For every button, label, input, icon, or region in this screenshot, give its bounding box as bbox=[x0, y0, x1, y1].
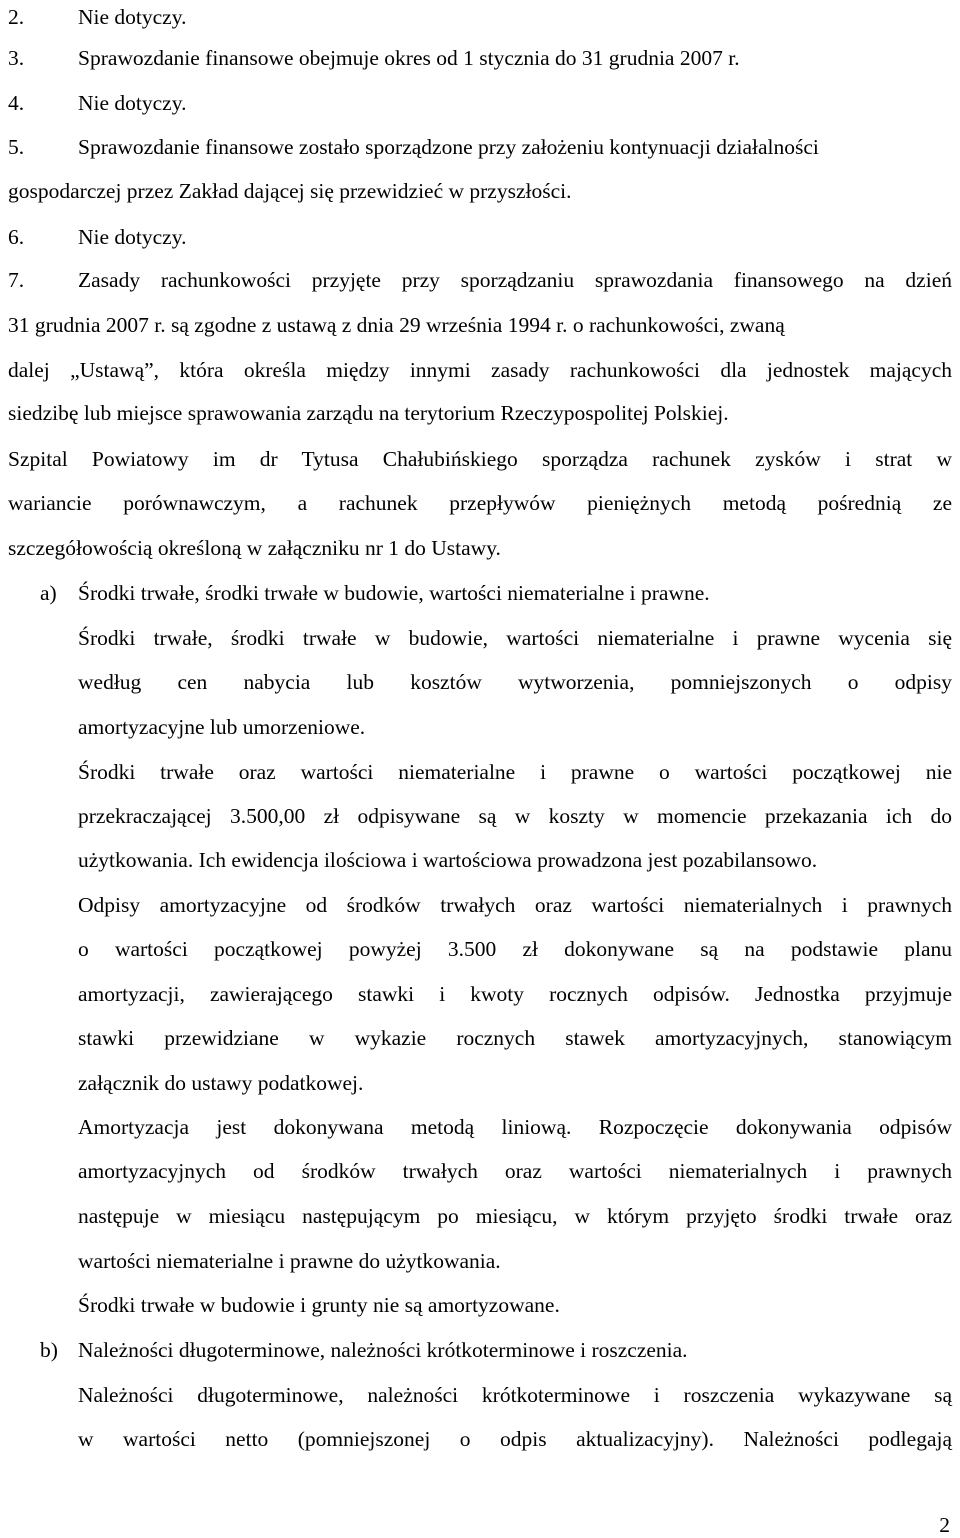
paragraph-line: Środki trwałe, środki trwałe w budowie, wartości niematerialne i prawne wycenia się bbox=[78, 626, 952, 650]
item-number: 4. bbox=[8, 91, 25, 115]
paragraph-line: amortyzacyjnych od środków trwałych oraz wartości niematerialnych i prawnych bbox=[78, 1159, 952, 1183]
item-text: Sprawozdanie finansowe obejmuje okres od 1 stycznia do 31 grudnia 2007 r. bbox=[78, 46, 740, 70]
paragraph-line: amortyzacji, zawierającego stawki i kwoty rocznych odpisów. Jednostka przyjmuje bbox=[78, 982, 952, 1006]
item-number: 2. bbox=[8, 5, 25, 29]
item-text: Zasady rachunkowości przyjęte przy sporządzaniu sprawozdania finansowego na dzień bbox=[78, 268, 952, 292]
section-label: a) bbox=[40, 581, 57, 605]
item-number: 6. bbox=[8, 225, 25, 249]
item-number: 3. bbox=[8, 46, 25, 70]
paragraph-line: Amortyzacja jest dokonywana metodą liniową. Rozpoczęcie dokonywania odpisów bbox=[78, 1115, 952, 1139]
item-number: 7. bbox=[8, 268, 25, 292]
paragraph-line: szczegółowością określoną w załączniku nr 1 do Ustawy. bbox=[8, 536, 501, 560]
paragraph-line: Odpisy amortyzacyjne od środków trwałych oraz wartości niematerialnych i prawnych bbox=[78, 893, 952, 917]
paragraph-line: wartości niematerialne i prawne do użytkowania. bbox=[78, 1249, 501, 1273]
item-number: 5. bbox=[8, 135, 25, 159]
paragraph-line: Środki trwałe oraz wartości niematerialne i prawne o wartości początkowej nie bbox=[78, 760, 952, 784]
paragraph-line: według cen nabycia lub kosztów wytworzenia, pomniejszonych o odpisy bbox=[78, 670, 952, 694]
section-label: b) bbox=[40, 1338, 58, 1362]
page-number: 2 bbox=[939, 1513, 950, 1537]
paragraph-line: Szpital Powiatowy im dr Tytusa Chałubińskiego sporządza rachunek zysków i strat w bbox=[8, 447, 952, 471]
paragraph-line: przekraczającej 3.500,00 zł odpisywane są w koszty w momencie przekazania ich do bbox=[78, 804, 952, 828]
section-title: Należności długoterminowe, należności krótkoterminowe i roszczenia. bbox=[78, 1338, 688, 1362]
paragraph-line: Należności długoterminowe, należności krótkoterminowe i roszczenia wykazywane są bbox=[78, 1383, 952, 1407]
paragraph-line: o wartości początkowej powyżej 3.500 zł dokonywane są na podstawie planu bbox=[78, 937, 952, 961]
paragraph-line: użytkowania. Ich ewidencja ilościowa i wartościowa prowadzona jest pozabilansowo. bbox=[78, 848, 818, 872]
paragraph-line: w wartości netto (pomniejszonej o odpis aktualizacyjny). Należności podlegają bbox=[78, 1427, 952, 1451]
item-text: Sprawozdanie finansowe zostało sporządzone przy założeniu kontynuacji działalności bbox=[78, 135, 819, 159]
item-text: Nie dotyczy. bbox=[78, 5, 187, 29]
item-text: Nie dotyczy. bbox=[78, 225, 187, 249]
item-text-continuation: siedzibę lub miejsce sprawowania zarządu na terytorium Rzeczypospolitej Polskiej. bbox=[8, 401, 729, 425]
item-text: Nie dotyczy. bbox=[78, 91, 187, 115]
paragraph-line: następuje w miesiącu następującym po miesiącu, w którym przyjęto środki trwałe oraz bbox=[78, 1204, 952, 1228]
section-title: Środki trwałe, środki trwałe w budowie, wartości niematerialne i prawne. bbox=[78, 581, 710, 605]
item-text-continuation: 31 grudnia 2007 r. są zgodne z ustawą z dnia 29 września 1994 r. o rachunkowości, zwaną bbox=[8, 313, 785, 337]
paragraph-line: Środki trwałe w budowie i grunty nie są amortyzowane. bbox=[78, 1293, 560, 1317]
item-text-continuation: gospodarczej przez Zakład dającej się przewidzieć w przyszłości. bbox=[8, 179, 572, 203]
paragraph-line: stawki przewidziane w wykazie rocznych stawek amortyzacyjnych, stanowiącym bbox=[78, 1026, 952, 1050]
paragraph-line: załącznik do ustawy podatkowej. bbox=[78, 1071, 364, 1095]
paragraph-line: amortyzacyjne lub umorzeniowe. bbox=[78, 715, 366, 739]
item-text-continuation: dalej „Ustawą”, która określa między innymi zasady rachunkowości dla jednostek mających bbox=[8, 358, 952, 382]
paragraph-line: wariancie porównawczym, a rachunek przepływów pieniężnych metodą pośrednią ze bbox=[8, 491, 952, 515]
